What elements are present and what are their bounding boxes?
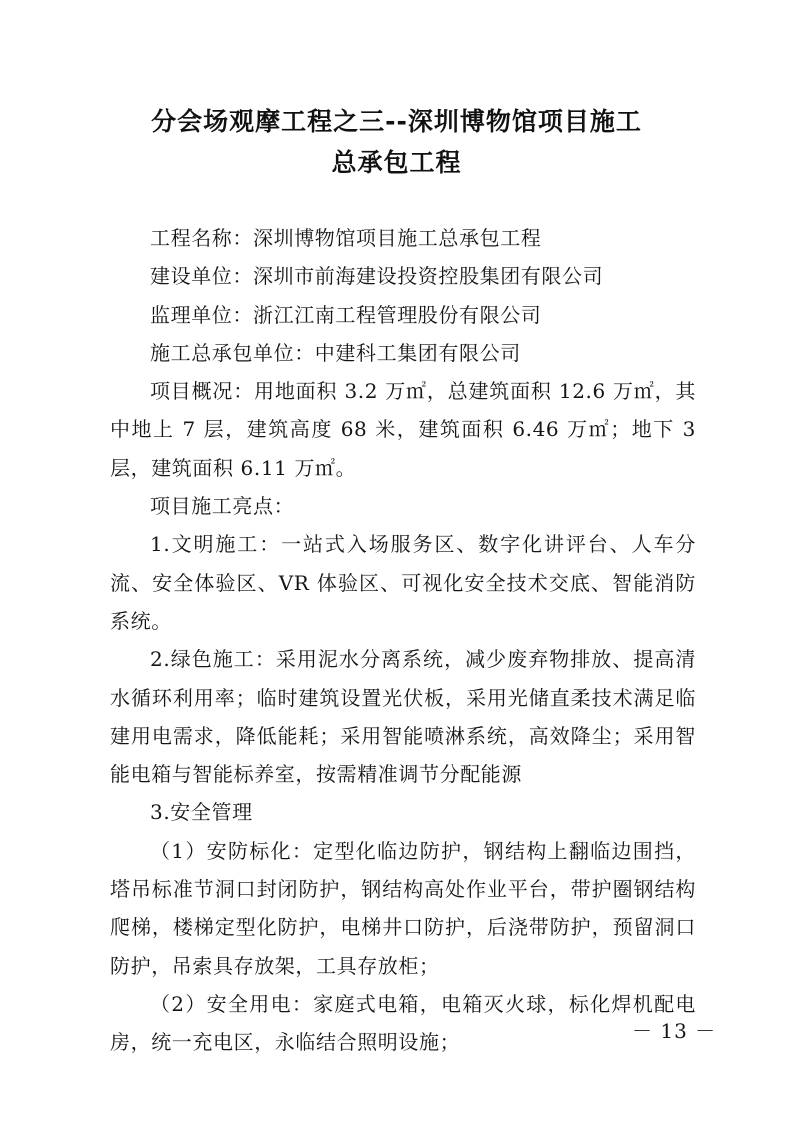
supervision-unit-paragraph: 监理单位：浙江江南工程管理股份有限公司 (150, 302, 542, 327)
safety-management-heading: 3.安全管理 (150, 800, 253, 825)
safety-standardization-paragraph: （1）安防标化：定型化临边防护，钢结构上翻临边围挡，塔吊标准节洞口封闭防护，钢结构高处作业平台，带护圈钢结构爬梯，楼梯定型化防护，电梯井口防护，后浇带防护，预留洞口防护，吊索具存放架，工具存放柜； (110, 838, 696, 978)
electrical-safety-paragraph: （2）安全用电：家庭式电箱，电箱灭火球，标化焊机配电房，统一充电区，永临结合照明设施； (110, 991, 696, 1055)
document-title-line-1: 分会场观摩工程之三--深圳博物馆项目施工 (151, 107, 642, 136)
highlights-heading: 项目施工亮点： (150, 494, 295, 519)
general-contractor-paragraph: 施工总承包单位：中建科工集团有限公司 (150, 340, 521, 365)
civilized-construction-paragraph: 1.文明施工：一站式入场服务区、数字化讲评台、人车分流、安全体验区、VR 体验区、可视化安全技术交底、智能消防系统。 (110, 532, 696, 633)
document-title-line-2: 总承包工程 (331, 148, 462, 177)
construction-unit-paragraph: 建设单位：深圳市前海建设投资控股集团有限公司 (150, 264, 604, 289)
project-name-paragraph: 工程名称：深圳博物馆项目施工总承包工程 (150, 226, 542, 250)
project-overview-paragraph: 项目概况：用地面积 3.2 万㎡，总建筑面积 12.6 万㎡，其中地上 7 层，建筑高度 68 米，建筑面积 6.46 万㎡；地下 3 层，建筑面积 6.11 万㎡。 (110, 379, 696, 480)
page-number: － 13 － (632, 1019, 717, 1043)
document-body (110, 219, 696, 1062)
green-construction-paragraph: 2.绿色施工：采用泥水分离系统，减少废弃物排放、提高清水循环利用率；临时建筑设置光伏板，采用光储直柔技术满足临建用电需求，降低能耗；采用智能喷淋系统，高效降尘；采用智能电箱与智能标养室，按需精准调节分配能源 (110, 647, 696, 787)
